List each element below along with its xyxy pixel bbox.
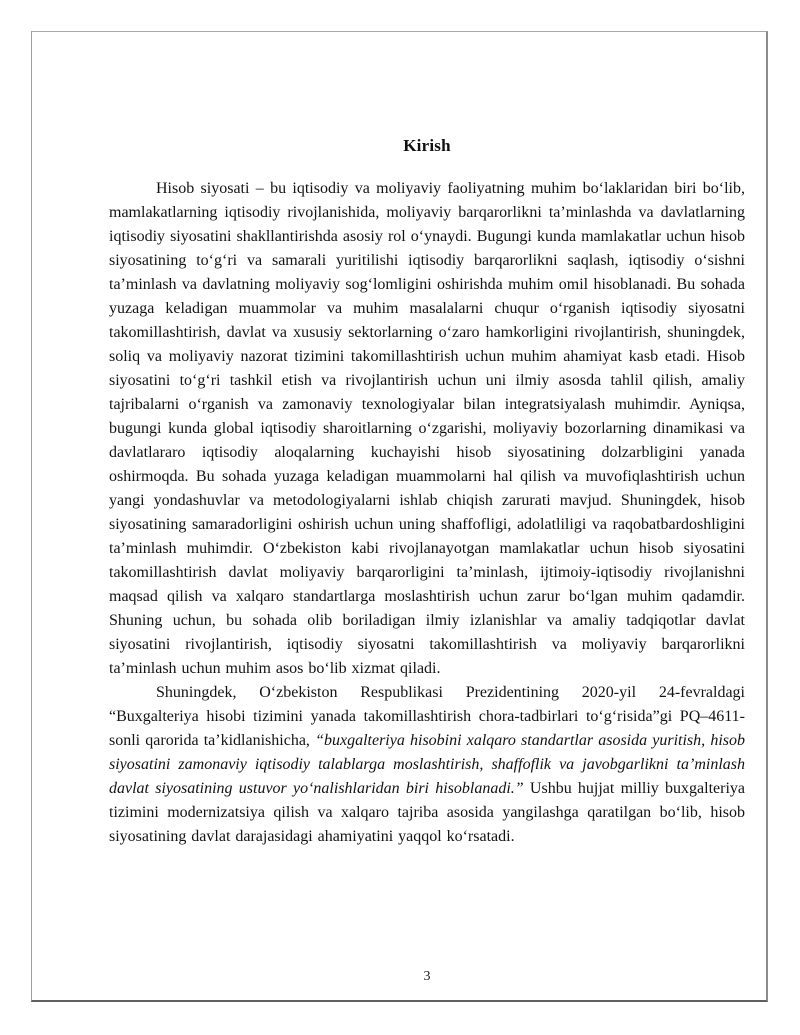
paragraphs (109, 177, 745, 849)
body-text: Ushbu hujjat milliy buxgalteriya tizimini modernizatsiya qilish va xalqaro tajriba asosida yangilashga qaratilgan boʻlib, hisob siyosatining davlat darajasidagi ahamiyatini yaqqol koʻrsatadi. (109, 780, 745, 845)
paragraph (109, 177, 745, 681)
page-number: 3 (423, 969, 431, 984)
body-text: Hisob siyosati – bu iqtisodiy va moliyaviy faoliyatning muhim boʻlaklaridan biri boʻlib, mamlakatlarning iqtisodiy rivojlanishida, moliyaviy barqarorlikni ta’minlashda va davlatlarning iqtisodiy siyosatini shakllantirishda asosiy rol oʻynaydi. Bugungi kunda mamlakatlar uchun hisob siyosatining toʻgʻri va samarali yuritilishi iqtisodiy barqarorlikni saqlash, iqtisodiy oʻsishni ta’minlash va davlatning moliyaviy sogʻlomligini oshirishda muhim omil hisoblanadi. Bu sohada yuzaga keladigan muammolar va muhim masalalarni chuqur oʻrganish iqtisodiy siyosatni takomillashtirish, davlat va xususiy sektorlarning oʻzaro hamkorligini rivojlantirish, shuningdek, soliq va moliyaviy nazorat tizimini takomillashtirish uchun muhim ahamiyat kasb etadi. Hisob siyosatini toʻgʻri tashkil etish va rivojlantirish uchun uni ilmiy asosda tahlil qilish, amaliy tajribalarni oʻrganish va zamonaviy texnologiyalar bilan integratsiyalash muhimdir. Ayniqsa, bugungi kunda global iqtisodiy sharoitlarning oʻzgarishi, moliyaviy bozorlarning dinamikasi va davlatlararo iqtisodiy aloqalarning kuchayishi hisob siyosatining dolzarbligini yanada oshirmoqda. Bu sohada yuzaga keladigan muammolarni hal qilish va muvofiqlashtirish uchun yangi yondashuvlar va metodologiyalarni ishlab chiqish zarurati mavjud. Shuningdek, hisob siyosatining samaradorligini oshirish uchun uning shaffofligi, adolatliligi va raqobatbardoshligini ta’minlash muhimdir. Oʻzbekiston kabi rivojlanayotgan mamlakatlar uchun hisob siyosatini takomillashtirish davlat moliyaviy barqarorligini ta’minlash, ijtimoiy-iqtisodiy rivojlanishni maqsad qilish va xalqaro standartlarga moslashtirish uchun zarur boʻlgan muhim qadamdir. Shuning uchun, bu sohada olib boriladigan ilmiy izlanishlar va amaliy tadqiqotlar davlat siyosatini rivojlantirish, iqtisodiy siyosatni takomillashtirish va moliyaviy barqarorlikni ta’minlash uchun muhim asos boʻlib xizmat qiladi. (109, 180, 745, 677)
paragraph (109, 681, 745, 849)
document-page (31, 31, 768, 1002)
body-text: Shuningdek, Oʻzbekiston Respublikasi Prezidentining 2020-yil 24-fevraldagi “Buxgalteriya hisobi tizimini yanada takomillashtirish chora-tadbirlari toʻgʻrisida”gi PQ–4611-sonli qarorida ta’kidlanishicha, (109, 684, 745, 749)
quoted-italic-text: “buxgalteriya hisobini xalqaro standartlar asosida yuritish, hisob siyosatini zamonaviy iqtisodiy talablarga moslashtirish, shaffoflik va javobgarlikni ta’minlash davlat siyosatining ustuvor yoʻnalishlaridan biri hisoblanadi.” (109, 732, 745, 797)
page-content (109, 136, 745, 849)
page-title: Kirish (403, 136, 451, 155)
